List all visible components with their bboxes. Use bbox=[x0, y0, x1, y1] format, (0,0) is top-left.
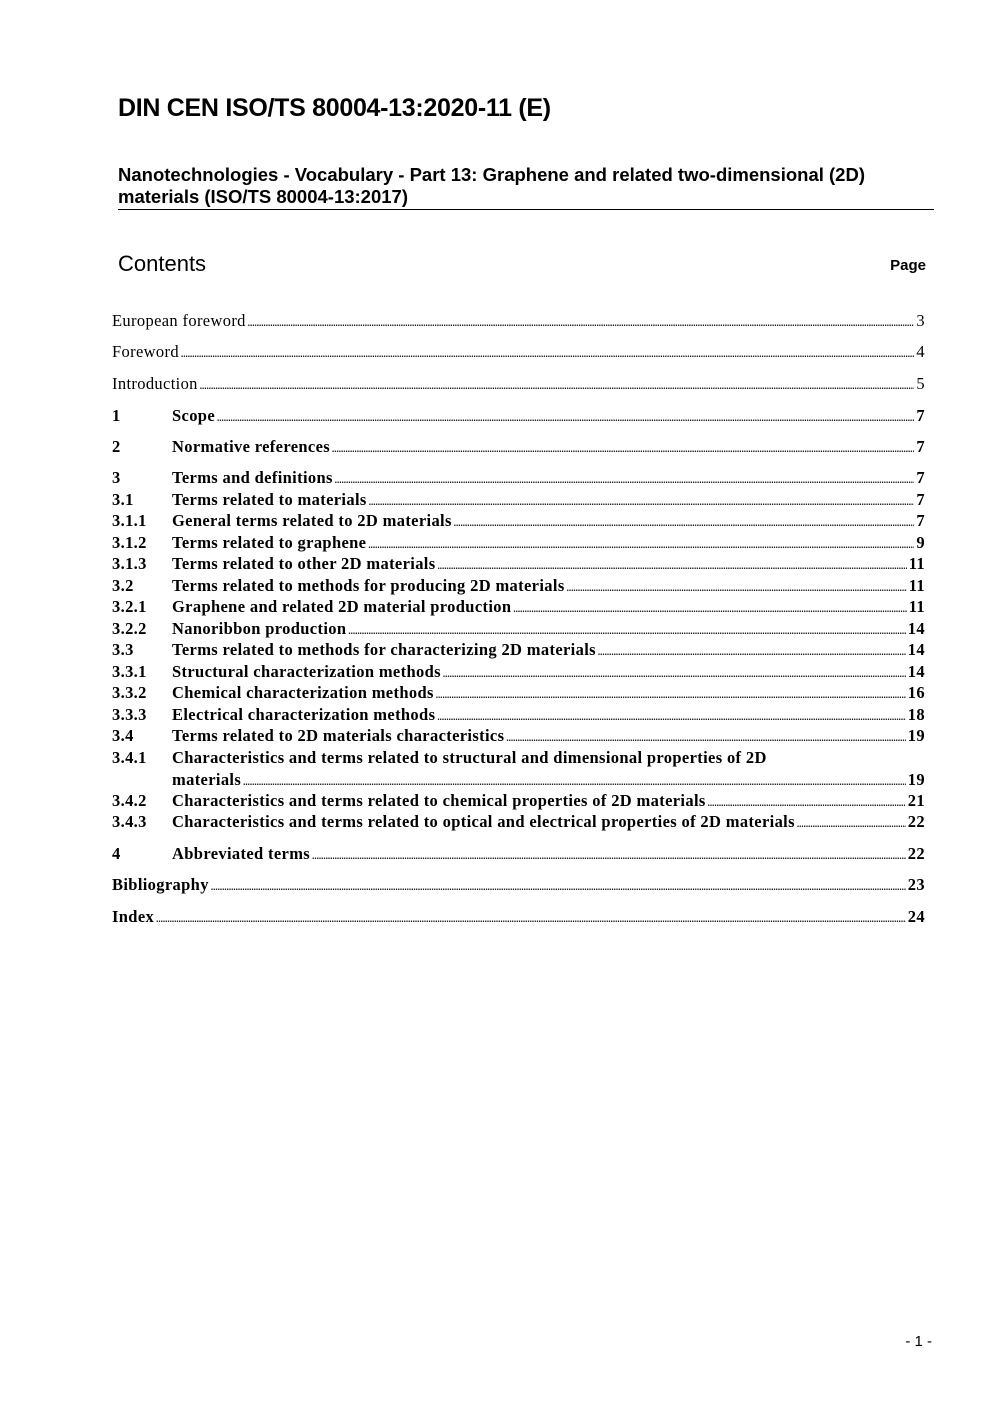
toc-entry-number: 1 bbox=[112, 406, 121, 425]
toc-entry-page: 11 bbox=[908, 554, 925, 573]
toc-entry-title: General terms related to 2D materials bbox=[172, 511, 452, 530]
toc-leader-dots bbox=[200, 381, 915, 391]
toc-leader-dots bbox=[181, 349, 914, 359]
toc-entry-title: Structural characterization methods bbox=[172, 662, 441, 681]
toc-entry-title: Foreword bbox=[112, 342, 179, 361]
toc-entry-number: 2 bbox=[112, 437, 121, 456]
toc-entry-page: 7 bbox=[916, 468, 925, 487]
toc-leader-dots bbox=[248, 318, 915, 328]
toc-entry-title: Electrical characterization methods bbox=[172, 705, 436, 724]
toc-leader-dots bbox=[368, 540, 914, 550]
toc-leader-dots bbox=[156, 914, 906, 924]
toc-entry-3-3-3[interactable] bbox=[112, 705, 925, 727]
toc-entry-title: Graphene and related 2D material production bbox=[172, 597, 512, 616]
toc-entry-title: Terms related to methods for characterizing 2D materials bbox=[172, 640, 596, 659]
toc-leader-dots bbox=[332, 444, 914, 454]
toc-entry-number: 3.2 bbox=[112, 576, 134, 595]
toc-entry-number: 3.4.2 bbox=[112, 791, 147, 810]
toc-entry-number: 4 bbox=[112, 844, 121, 863]
toc-entry-page: 14 bbox=[907, 619, 925, 638]
toc-entry-title-continued: materials bbox=[172, 770, 242, 789]
toc-leader-dots bbox=[454, 518, 915, 528]
toc-entry-number: 3.3.1 bbox=[112, 662, 147, 681]
toc-entry-number: 3.1 bbox=[112, 490, 134, 509]
toc-entry-title: Chemical characterization methods bbox=[172, 683, 434, 702]
page-column-heading: Page bbox=[890, 257, 926, 274]
toc-leader-dots bbox=[335, 475, 915, 485]
toc-entry-3-1[interactable] bbox=[112, 490, 925, 512]
toc-leader-dots bbox=[513, 604, 906, 614]
toc-entry-page: 9 bbox=[916, 533, 925, 552]
toc-entry-number: 3.4 bbox=[112, 726, 134, 745]
toc-entry-3-2-2[interactable] bbox=[112, 619, 925, 641]
toc-leader-dots bbox=[243, 777, 906, 787]
toc-entry-page: 5 bbox=[916, 374, 925, 393]
toc-entry-foreword[interactable] bbox=[112, 342, 925, 364]
toc-entry-title: European foreword bbox=[112, 311, 246, 330]
toc-entry-page: 23 bbox=[907, 875, 925, 894]
toc-entry-title: Scope bbox=[172, 406, 215, 425]
toc-leader-dots bbox=[506, 733, 905, 743]
toc-entry-3-1-2[interactable] bbox=[112, 533, 925, 555]
toc-entry-3-3[interactable] bbox=[112, 640, 925, 662]
toc-leader-dots bbox=[598, 647, 906, 657]
toc-leader-dots bbox=[797, 819, 906, 829]
toc-leader-dots bbox=[211, 882, 906, 892]
toc-entry-3-4[interactable] bbox=[112, 726, 925, 748]
toc-entry-page: 4 bbox=[916, 342, 925, 361]
toc-entry-number: 3.4.3 bbox=[112, 812, 147, 831]
toc-entry-bibliography[interactable] bbox=[112, 875, 925, 897]
toc-entry-3-4-1[interactable] bbox=[112, 748, 925, 792]
toc-entry-title: Terms related to graphene bbox=[172, 533, 367, 552]
document-subtitle: Nanotechnologies - Vocabulary - Part 13: Graphene and related two-dimensional (2D) materials (ISO/TS 80004-13:2017) bbox=[118, 164, 865, 207]
toc-entry-page: 7 bbox=[916, 437, 925, 456]
toc-entry-number: 3.1.3 bbox=[112, 554, 147, 573]
toc-entry-page: 18 bbox=[907, 705, 925, 724]
toc-entry-title: Index bbox=[112, 907, 155, 926]
toc-entry-page: 7 bbox=[916, 511, 925, 530]
toc-entry-3-4-3[interactable] bbox=[112, 812, 925, 834]
toc-entry-number: 3 bbox=[112, 468, 121, 487]
toc-leader-dots bbox=[348, 626, 905, 636]
toc-leader-dots bbox=[217, 413, 914, 423]
toc-leader-dots bbox=[438, 561, 907, 571]
toc-entry-3-1-3[interactable] bbox=[112, 554, 925, 576]
toc-entry-european-foreword[interactable] bbox=[112, 311, 925, 333]
toc-entry-title: Characteristics and terms related to optical and electrical properties of 2D materials bbox=[172, 812, 795, 831]
toc-entry-title: Terms related to other 2D materials bbox=[172, 554, 436, 573]
toc-entry-4[interactable] bbox=[112, 844, 925, 866]
toc-entry-page: 21 bbox=[907, 791, 925, 810]
toc-entry-number: 3.3.3 bbox=[112, 705, 147, 724]
footer-page-number: - 1 - bbox=[905, 1333, 932, 1350]
toc-entry-title: Bibliography bbox=[112, 875, 209, 894]
toc-entry-title: Characteristics and terms related to structural and dimensional properties of 2D bbox=[172, 748, 767, 767]
toc-entry-page: 11 bbox=[908, 576, 925, 595]
toc-entry-title: Terms related to methods for producing 2D materials bbox=[172, 576, 565, 595]
toc-entry-number: 3.4.1 bbox=[112, 748, 147, 767]
toc-leader-dots bbox=[312, 851, 906, 861]
toc-entry-title: Terms related to materials bbox=[172, 490, 367, 509]
toc-entry-introduction[interactable] bbox=[112, 374, 925, 396]
toc-entry-page: 14 bbox=[907, 640, 925, 659]
toc-leader-dots bbox=[567, 583, 907, 593]
toc-entry-page: 7 bbox=[916, 406, 925, 425]
toc-entry-page: 16 bbox=[907, 683, 925, 702]
toc-entry-3-3-1[interactable] bbox=[112, 662, 925, 684]
toc-entry-3-2[interactable] bbox=[112, 576, 925, 598]
toc-leader-dots bbox=[443, 669, 906, 679]
toc-entry-3-2-1[interactable] bbox=[112, 597, 925, 619]
toc-entry-number: 3.2.2 bbox=[112, 619, 147, 638]
toc-entry-number: 3.3.2 bbox=[112, 683, 147, 702]
toc-leader-dots bbox=[436, 690, 906, 700]
document-title: DIN CEN ISO/TS 80004-13:2020-11 (E) bbox=[118, 94, 551, 122]
toc-entry-page: 3 bbox=[916, 311, 925, 330]
toc-entry-number: 3.1.2 bbox=[112, 533, 147, 552]
toc-entry-page: 24 bbox=[907, 907, 925, 926]
toc-entry-title: Nanoribbon production bbox=[172, 619, 347, 638]
toc-entry-1[interactable] bbox=[112, 406, 925, 428]
toc-entry-page: 7 bbox=[916, 490, 925, 509]
toc-entry-3[interactable] bbox=[112, 468, 925, 490]
toc-entry-title: Characteristics and terms related to chemical properties of 2D materials bbox=[172, 791, 706, 810]
toc-entry-page: 22 bbox=[907, 812, 925, 831]
toc-entry-number: 3.2.1 bbox=[112, 597, 147, 616]
toc-entry-title: Normative references bbox=[172, 437, 331, 456]
title-divider bbox=[118, 209, 934, 210]
toc-entry-page: 19 bbox=[907, 726, 925, 745]
toc-entry-3-4-2[interactable] bbox=[112, 791, 925, 813]
toc-entry-page: 19 bbox=[907, 770, 925, 789]
toc-entry-title: Terms and definitions bbox=[172, 468, 333, 487]
toc-entry-page: 22 bbox=[907, 844, 925, 863]
toc-entry-number: 3.3 bbox=[112, 640, 134, 659]
toc-leader-dots bbox=[369, 497, 915, 507]
toc-entry-page: 14 bbox=[907, 662, 925, 681]
toc-entry-3-1-1[interactable] bbox=[112, 511, 925, 533]
contents-heading: Contents bbox=[118, 251, 207, 276]
toc-entry-title: Abbreviated terms bbox=[172, 844, 311, 863]
toc-leader-dots bbox=[437, 712, 905, 722]
toc-entry-3-3-2[interactable] bbox=[112, 683, 925, 705]
toc-entry-number: 3.1.1 bbox=[112, 511, 147, 530]
toc-entry-page: 11 bbox=[908, 597, 925, 616]
toc-entry-title: Introduction bbox=[112, 374, 198, 393]
toc-leader-dots bbox=[708, 798, 906, 808]
toc-entry-index[interactable] bbox=[112, 907, 925, 929]
toc-entry-2[interactable] bbox=[112, 437, 925, 459]
toc-entry-title: Terms related to 2D materials characteristics bbox=[172, 726, 505, 745]
